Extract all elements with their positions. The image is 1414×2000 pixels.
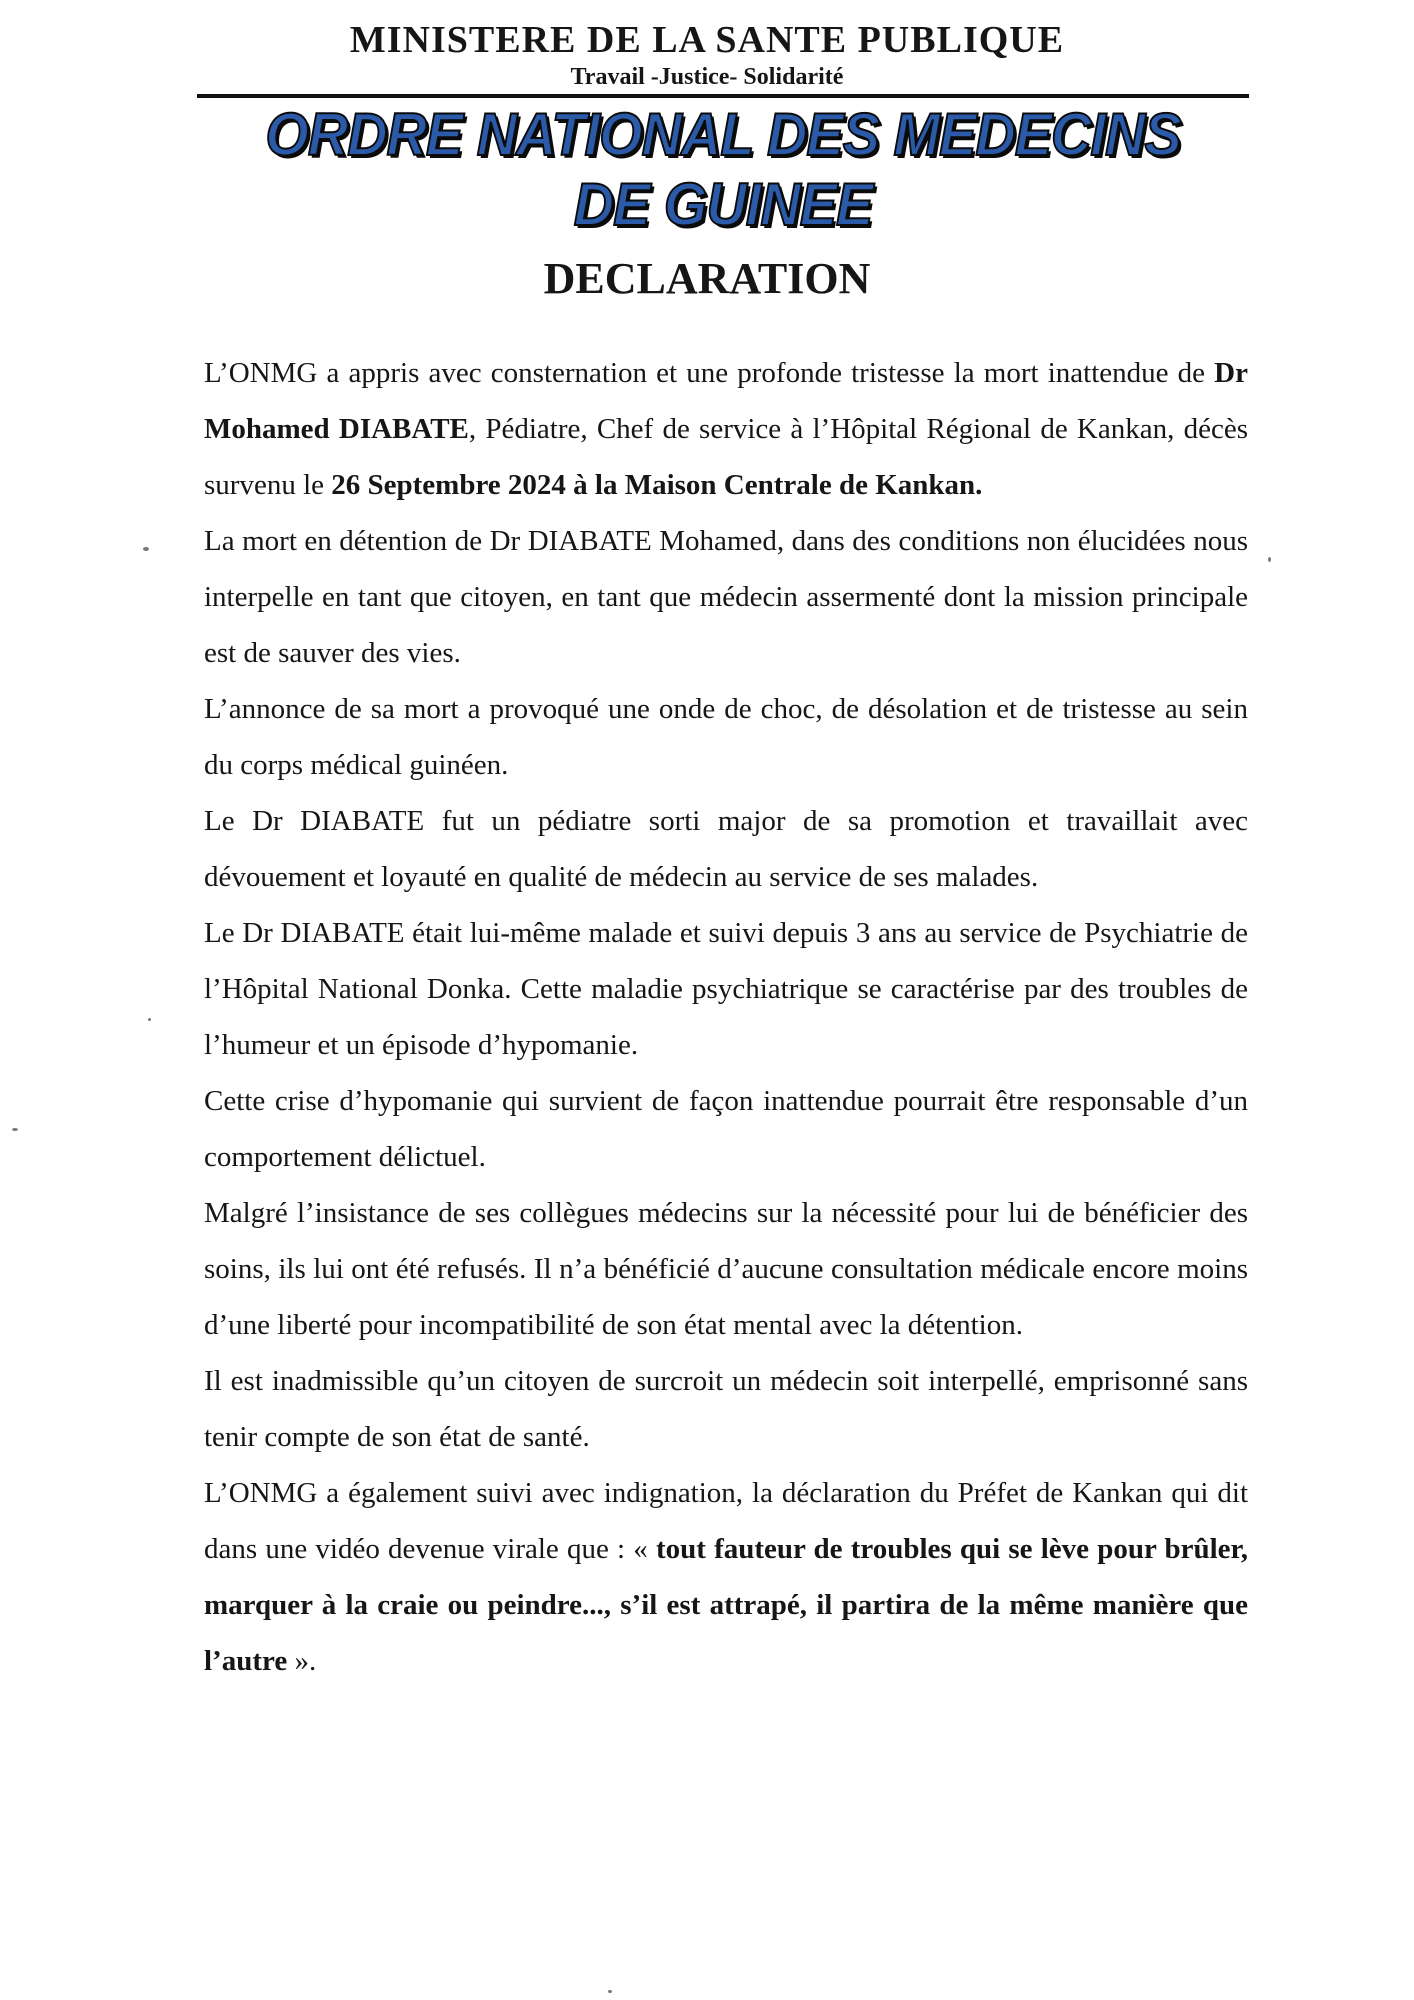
paragraph-7: Malgré l’insistance de ses collègues médecins sur la nécessité pour lui de bénéficier des soins, ils lui ont été refusés. Il n’a bénéficié d’aucune consultation médicale encore moins d’une liberté pour incompatibilité de son état mental avec la détention.	[204, 1197, 1248, 1341]
scan-speck	[143, 547, 149, 551]
doctor-name: Dr Mohamed DIABATE	[204, 357, 1248, 445]
scan-speck	[1268, 557, 1271, 562]
paragraph-5: Le Dr DIABATE était lui-même malade et suivi depuis 3 ans au service de Psychiatrie de l’Hôpital National Donka. Cette maladie psychiatrique se caractérise par des troubles de l’humeur et un épisode d’hypomanie.	[204, 917, 1248, 1061]
organization-banner	[197, 100, 1249, 238]
header-divider	[197, 94, 1249, 98]
paragraph-1-intro: L’ONMG a appris avec consternation et une profonde tristesse la mort inattendue de	[204, 357, 1215, 389]
paragraph-6: Cette crise d’hypomanie qui survient de façon inattendue pourrait être responsable d’un comportement délictuel.	[204, 1085, 1248, 1173]
paragraph-8: Il est inadmissible qu’un citoyen de surcroit un médecin soit interpellé, emprisonné sans tenir compte de son état de santé.	[204, 1365, 1248, 1453]
scan-speck	[608, 1990, 612, 1993]
national-motto: Travail -Justice- Solidarité	[570, 64, 844, 90]
paragraph-4: Le Dr DIABATE fut un pédiatre sorti major de sa promotion et travaillait avec dévouement et loyauté en qualité de médecin au service de ses malades.	[204, 805, 1248, 893]
death-date-place: 26 Septembre 2024 à la Maison Centrale de Kankan.	[331, 469, 983, 501]
organization-name: ORDRE NATIONAL DES MEDECINS DE GUINEE	[265, 101, 1181, 238]
declaration-body	[204, 345, 1248, 1689]
paragraph-1	[204, 345, 1248, 513]
prefect-quote: tout fauteur de troubles qui se lève pour brûler, marquer à la craie ou peindre..., s’il est attrapé, il partira de la même manière que l’autre	[204, 1533, 1248, 1677]
paragraph-9	[204, 1465, 1248, 1689]
paragraph-3: L’annonce de sa mort a provoqué une onde de choc, de désolation et de tristesse au sein du corps médical guinéen.	[204, 693, 1248, 781]
ministry-heading: MINISTERE DE LA SANTE PUBLIQUE	[349, 19, 1065, 61]
paragraph-9-close: ».	[287, 1645, 317, 1677]
document-title: DECLARATION	[543, 254, 871, 303]
paragraph-9-intro: L’ONMG a également suivi avec indignation, la déclaration du Préfet de Kankan qui dit dans une vidéo devenue virale que : «	[204, 1477, 1248, 1565]
scan-speck	[148, 1018, 151, 1021]
paragraph-1-role: , Pédiatre, Chef de service à l’Hôpital Régional de Kankan, décès survenu le	[204, 413, 1248, 501]
scan-speck	[12, 1128, 18, 1131]
paragraph-2: La mort en détention de Dr DIABATE Mohamed, dans des conditions non élucidées nous interpelle en tant que citoyen, en tant que médecin assermenté dont la mission principale est de sauver des vies.	[204, 525, 1248, 669]
